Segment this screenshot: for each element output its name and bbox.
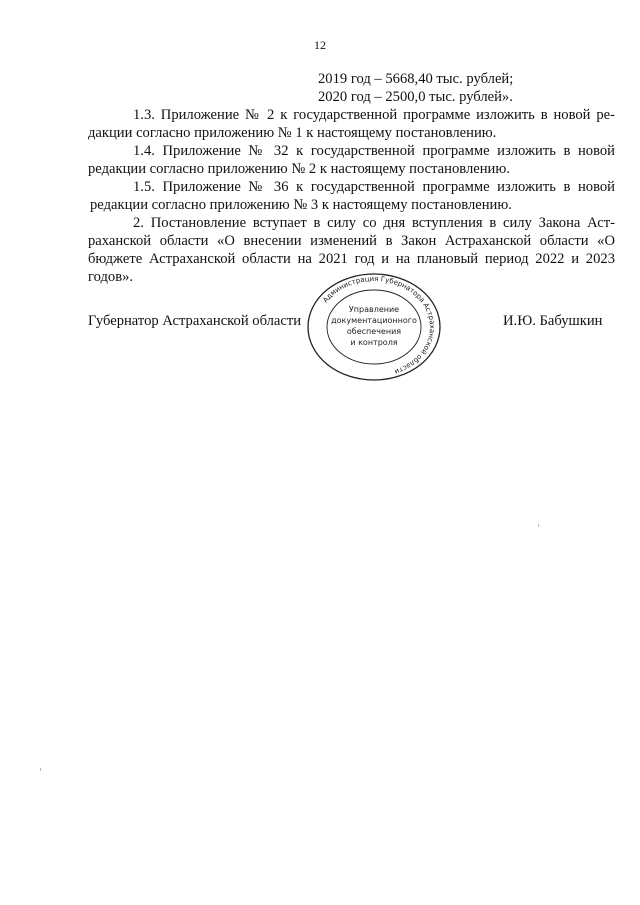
amount-2020: 2020 год – 2500,0 тыс. рублей». xyxy=(318,89,513,105)
paragraph-1-5-line-1: 1.5. Приложение № 36 к государственной программе изложить в новой xyxy=(133,179,615,195)
paragraph-1-5-line-2: редакции согласно приложению № 3 к настоящему постановлению. xyxy=(90,197,512,213)
scan-speck xyxy=(538,524,539,527)
paragraph-1-4-line-1: 1.4. Приложение № 32 к государственной программе изложить в новой xyxy=(133,143,615,159)
paragraph-1-4-line-2: редакции согласно приложению № 2 к настоящему постановлению. xyxy=(88,161,510,177)
paragraph-1-3-line-2: дакции согласно приложению № 1 к настоящему постановлению. xyxy=(88,125,497,141)
page-number: 12 xyxy=(314,38,326,52)
amount-2019: 2019 год – 5668,40 тыс. рублей; xyxy=(318,71,514,87)
scan-speck xyxy=(40,768,41,771)
stamp-inner-line-2: документационного xyxy=(331,316,417,325)
paragraph-2-line-1: 2. Постановление вступает в силу со дня вступления в силу Закона Аст- xyxy=(133,215,615,231)
stamp-inner-line-1: Управление xyxy=(348,305,400,314)
paragraph-2-line-2: раханской области «О внесении изменений в Закон Астраханской области «О xyxy=(88,233,615,249)
official-stamp xyxy=(304,272,444,382)
signature-title: Губернатор Астраханской области xyxy=(88,313,302,329)
signature-name: И.Ю. Бабушкин xyxy=(503,313,603,329)
stamp-inner-line-4: и контроля xyxy=(350,338,398,347)
paragraph-1-3-line-1: 1.3. Приложение № 2 к государственной программе изложить в новой ре- xyxy=(133,107,615,123)
paragraph-2-line-4: годов». xyxy=(88,269,134,285)
stamp-ring-text: Администрация Губернатора Астраханской области xyxy=(321,274,437,376)
paragraph-2-line-3: бюджете Астраханской области на 2021 год и на плановый период 2022 и 2023 xyxy=(88,251,615,267)
stamp-inner-line-3: обеспечения xyxy=(346,327,402,336)
